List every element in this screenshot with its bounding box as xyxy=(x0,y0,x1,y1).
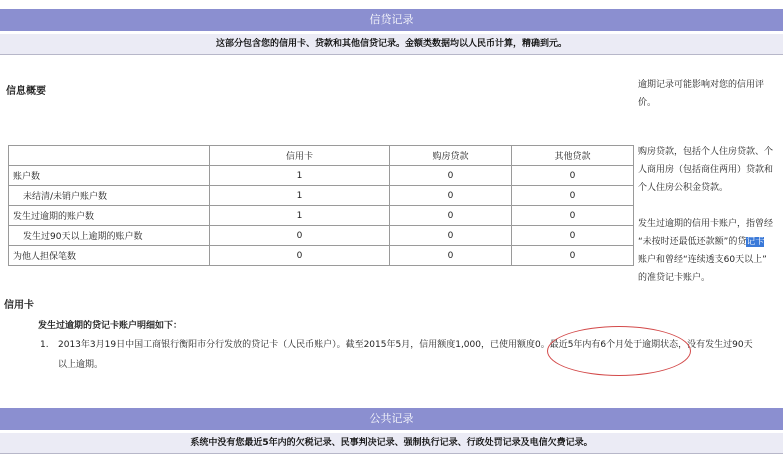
table-cell: 0 xyxy=(390,186,512,206)
selected-text-highlight: 记卡 xyxy=(746,237,765,247)
note-line: 个人住房公积金贷款。 xyxy=(638,183,729,193)
table-row xyxy=(9,246,634,266)
public-records-subtitle: 系统中没有您最近5年内的欠税记录、民事判决记录、强制执行记录、行政处罚记录及电信欠费记录。 xyxy=(190,438,593,448)
table-row xyxy=(9,166,634,186)
table-cell: 0 xyxy=(390,246,512,266)
table-cell: 0 xyxy=(210,226,390,246)
note-line: 购房贷款，包括个人住房贷款、个 xyxy=(638,147,774,157)
overview-table xyxy=(8,145,634,266)
row-label: 账户数 xyxy=(9,166,210,186)
row-label: 未结清/未销户账户数 xyxy=(9,186,210,206)
list-item-text-line2: 以上逾期。 xyxy=(58,360,104,370)
note-mortgage-definition xyxy=(638,143,783,197)
note-line: 账户和曾经“连续透支60天以上” xyxy=(638,255,767,265)
note-line xyxy=(638,233,783,251)
table-cell: 0 xyxy=(390,206,512,226)
credit-records-header xyxy=(0,9,783,31)
public-records-title: 公共记录 xyxy=(369,412,414,425)
note-line: 逾期记录可能影响对您的信用评 xyxy=(638,80,765,90)
overview-heading: 信息概要 xyxy=(6,86,46,97)
table-header-cell xyxy=(9,146,210,166)
list-item-index: 1. xyxy=(40,340,49,350)
public-records-subheader xyxy=(0,433,783,454)
table-cell: 0 xyxy=(390,226,512,246)
credit-records-title: 信贷记录 xyxy=(369,13,414,26)
table-header-row xyxy=(9,146,634,166)
table-cell: 0 xyxy=(512,246,634,266)
credit-records-subtitle: 这部分包含您的信用卡、贷款和其他信贷记录。金额类数据均以人民币计算，精确到元。 xyxy=(215,39,567,49)
public-records-header xyxy=(0,408,783,430)
note-line: 价。 xyxy=(638,98,657,108)
row-label: 发生过逾期的账户数 xyxy=(9,206,210,226)
table-header-cell: 购房贷款 xyxy=(390,146,512,166)
table-cell: 0 xyxy=(390,166,512,186)
table-header-cell: 信用卡 xyxy=(210,146,390,166)
table-cell: 1 xyxy=(210,206,390,226)
table-cell: 0 xyxy=(512,186,634,206)
credit-records-subheader xyxy=(0,34,783,55)
table-cell: 0 xyxy=(512,166,634,186)
table-cell: 1 xyxy=(210,166,390,186)
table-cell: 1 xyxy=(210,186,390,206)
note-text: “未按时还最低还款额”的贷 xyxy=(638,237,747,247)
note-line: 人商用房（包括商住两用）贷款和 xyxy=(638,165,774,175)
table-cell: 0 xyxy=(512,226,634,246)
overdue-detail-title: 发生过逾期的贷记卡账户明细如下： xyxy=(38,321,183,331)
note-line: 发生过逾期的信用卡账户，指曾经 xyxy=(638,219,774,229)
table-row xyxy=(9,206,634,226)
table-header-cell: 其他贷款 xyxy=(512,146,634,166)
note-overdue-impact xyxy=(638,76,783,112)
table-cell: 0 xyxy=(512,206,634,226)
note-overdue-card-definition xyxy=(638,215,783,287)
table-row xyxy=(9,226,634,246)
table-cell: 0 xyxy=(210,246,390,266)
table-row xyxy=(9,186,634,206)
credit-card-heading: 信用卡 xyxy=(4,300,34,311)
note-line: 的准贷记卡账户。 xyxy=(638,273,711,283)
list-item-text-line1: 2013年3月19日中国工商银行衡阳市分行发放的贷记卡（人民币账户）。截至2015年5月，信用额度1,000，已使用额度0。最近5年内有6个月处于逾期状态，没有发生过90天 xyxy=(58,340,753,350)
row-label: 为他人担保笔数 xyxy=(9,246,210,266)
row-label: 发生过90天以上逾期的账户数 xyxy=(9,226,210,246)
